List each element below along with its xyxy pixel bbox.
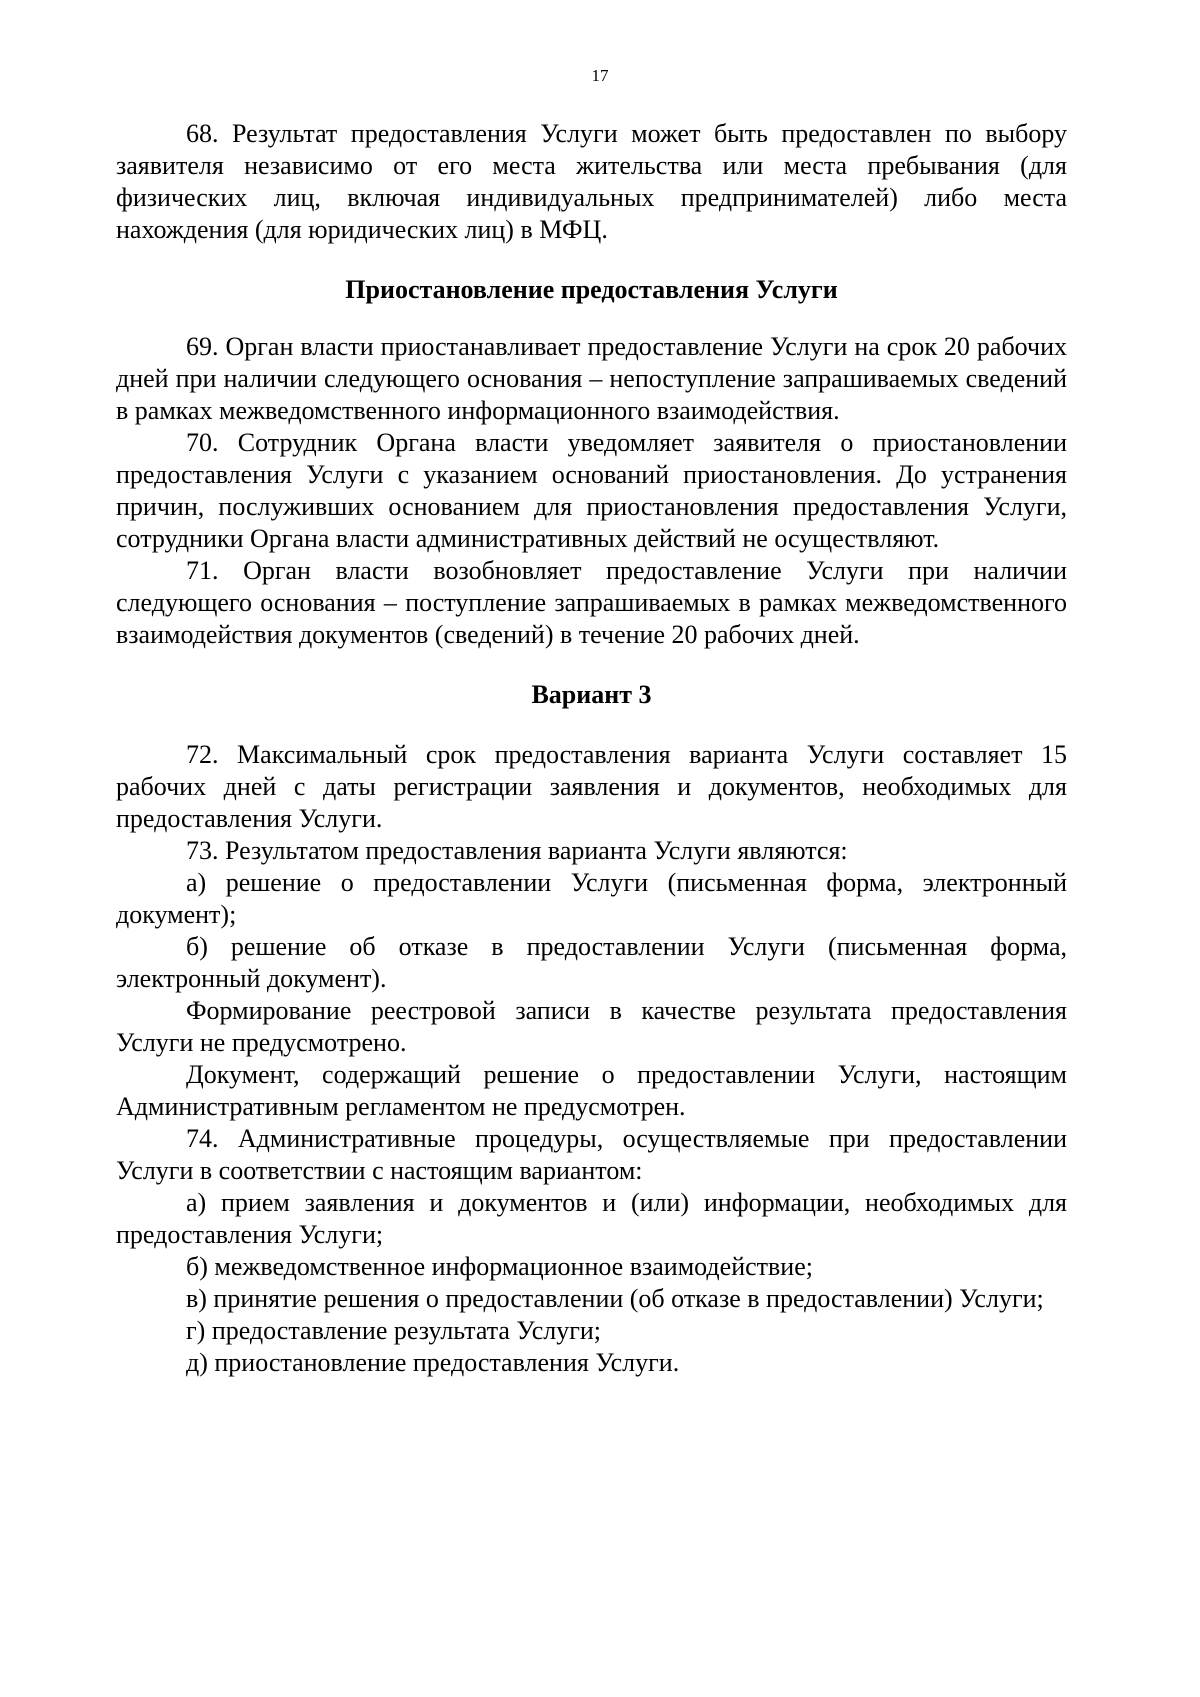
section-heading: Приостановление предоставления Услуги	[345, 275, 838, 304]
paragraph-74-v: в) принятие решения о предоставлении (об отказе в предоставлении) Услуги;	[186, 1284, 1044, 1313]
paragraph-74-a: а) прием заявления и документов и (или) информации, необходимых для предоставления Услуги;	[116, 1188, 1067, 1249]
paragraph-73: 73. Результатом предоставления варианта Услуги являются:	[186, 836, 848, 865]
paragraph-73-b: б) решение об отказе в предоставлении Услуги (письменная форма, электронный документ).	[116, 932, 1067, 993]
paragraph-70: 70. Сотрудник Органа власти уведомляет заявителя о приостановлении предоставления Услуги с указанием оснований приостановления. До устранения причин, послуживших основанием для приостановления предоставления Услуги, сотрудники Органа власти административных действий не осуществляют.	[116, 428, 1067, 553]
page-number: 17	[591, 66, 609, 85]
paragraph-69: 69. Орган власти приостанавливает предоставление Услуги на срок 20 рабочих дней при наличии следующего основания – непоступление запрашиваемых сведений в рамках межведомственного информационного взаимодействия.	[116, 332, 1067, 425]
paragraph-73-a: а) решение о предоставлении Услуги (письменная форма, электронный документ);	[116, 868, 1067, 929]
paragraph-68: 68. Результат предоставления Услуги может быть предоставлен по выбору заявителя независимо от его места жительства или места пребывания (для физических лиц, включая индивидуальных предпринимателей) либо места нахождения (для юридических лиц) в МФЦ.	[116, 119, 1067, 244]
paragraph-74-b: б) межведомственное информационное взаимодействие;	[186, 1252, 813, 1281]
variant-heading: Вариант 3	[531, 680, 652, 709]
paragraph-74-g: г) предоставление результата Услуги;	[186, 1316, 602, 1345]
paragraph-registry-record: Формирование реестровой записи в качестве результата предоставления Услуги не предусмотрено.	[116, 996, 1067, 1057]
paragraph-72: 72. Максимальный срок предоставления варианта Услуги составляет 15 рабочих дней с даты регистрации заявления и документов, необходимых для предоставления Услуги.	[116, 740, 1067, 833]
paragraph-74: 74. Административные процедуры, осуществляемые при предоставлении Услуги в соответствии с настоящим вариантом:	[116, 1124, 1067, 1185]
document-body	[116, 118, 1067, 1379]
paragraph-71: 71. Орган власти возобновляет предоставление Услуги при наличии следующего основания – поступление запрашиваемых в рамках межведомственного взаимодействия документов (сведений) в течение 20 рабочих дней.	[116, 556, 1067, 649]
paragraph-74-d: д) приостановление предоставления Услуги.	[186, 1348, 680, 1377]
paragraph-decision-document: Документ, содержащий решение о предоставлении Услуги, настоящим Административным регламентом не предусмотрен.	[116, 1060, 1067, 1121]
